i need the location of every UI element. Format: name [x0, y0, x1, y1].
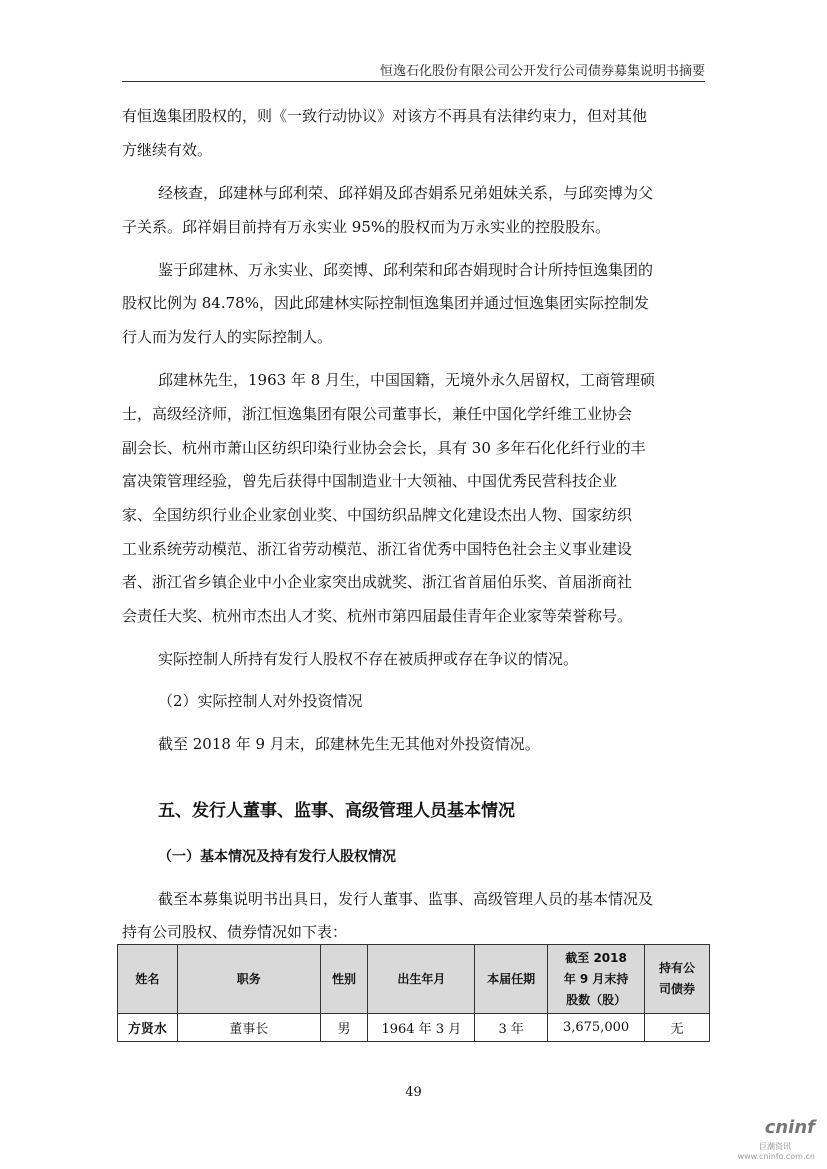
table-header-cell: 截至 2018 年 9 月末持股数（股）	[548, 945, 645, 1014]
intro-line: 持有公司股权、债券情况如下表：	[122, 923, 348, 941]
header-rule	[122, 81, 705, 82]
paragraph-line: 实际控制人所持有发行人股权不存在被质押或存在争议的情况。	[158, 650, 579, 668]
paragraph-line: 副会长、杭州市萧山区纺织印染行业协会会长，具有 30 多年石化化纤行业的丰	[122, 439, 646, 457]
paragraph-line: 家、全国纺织行业企业家创业奖、中国纺织品牌文化建设杰出人物、国家纺织	[122, 506, 633, 524]
table-cell: 方贤水	[118, 1014, 178, 1042]
logo-brand: cninf	[764, 1117, 815, 1138]
table-header-cell: 本届任期	[475, 945, 548, 1014]
paragraph-line: 士，高级经济师，浙江恒逸集团有限公司董事长，兼任中国化学纤维工业协会	[122, 405, 633, 423]
table-header-row	[118, 945, 710, 1014]
paragraph-line: 股权比例为 84.78%，因此邱建林实际控制恒逸集团并通过恒逸集团实际控制发	[122, 294, 649, 312]
paragraph-line: 富决策管理经验，曾先后获得中国制造业十大领袖、中国优秀民营科技企业	[122, 472, 618, 490]
table-cell: 董事长	[177, 1014, 320, 1042]
paragraph-line: 工业系统劳动模范、浙江省劳动模范、浙江省优秀中国特色社会主义事业建设	[122, 540, 633, 558]
logo-url: www.cninfo.com.cn	[737, 1152, 815, 1161]
intro-line: 截至本募集说明书出具日，发行人董事、监事、高级管理人员的基本情况及	[158, 890, 654, 908]
paragraph-line: 子关系。邱祥娟目前持有万永实业 95%的股权而为万永实业的控股股东。	[122, 218, 611, 236]
table-header-cell: 性别	[320, 945, 368, 1014]
subsection-heading: （一）基本情况及持有发行人股权情况	[158, 849, 396, 865]
table-cell: 3 年	[475, 1014, 548, 1042]
table-cell: 无	[645, 1014, 710, 1042]
table-cell: 1964 年 3 月	[368, 1014, 475, 1042]
paragraph-line: 鉴于邱建林、万永实业、邱奕博、邱利荣和邱杏娟现时合计所持恒逸集团的	[158, 261, 654, 279]
document-header: 恒逸石化股份有限公司公开发行公司债券募集说明书摘要	[379, 64, 705, 79]
table-row	[118, 1014, 710, 1042]
paragraph-line: 截至 2018 年 9 月末，邱建林先生无其他对外投资情况。	[158, 735, 540, 753]
paragraph-line: 经核查，邱建林与邱利荣、邱祥娟及邱杏娟系兄弟姐妹关系，与邱奕博为父	[158, 184, 654, 202]
table-header-cell: 出生年月	[368, 945, 475, 1014]
section-heading: 五、发行人董事、监事、高级管理人员基本情况	[158, 801, 515, 821]
paragraph-line: 者、浙江省乡镇企业中小企业家突出成就奖、浙江省首届伯乐奖、首届浙商社	[122, 573, 633, 591]
table-header-cell: 姓名	[118, 945, 178, 1014]
officers-table	[117, 944, 710, 1042]
logo-subtitle: 巨潮资讯	[759, 1142, 791, 1151]
paragraph-line: （2）实际控制人对外投资情况	[158, 692, 363, 710]
paragraph-line: 会责任大奖、杭州市杰出人才奖、杭州市第四届最佳青年企业家等荣誉称号。	[122, 607, 633, 625]
table-cell: 3,675,000	[548, 1014, 645, 1042]
page-number: 49	[405, 1085, 422, 1100]
table-header-cell: 职务	[177, 945, 320, 1014]
cninfo-logo	[731, 1117, 821, 1165]
paragraph-line: 方继续有效。	[122, 141, 213, 159]
table-header-cell: 持有公司债券	[645, 945, 710, 1014]
paragraph-line: 行人而为发行人的实际控制人。	[122, 328, 333, 346]
table-cell: 男	[320, 1014, 368, 1042]
paragraph-line: 邱建林先生，1963 年 8 月生，中国国籍，无境外永久居留权，工商管理硕	[158, 371, 656, 389]
paragraph-line: 有恒逸集团股权的，则《一致行动协议》对该方不再具有法律约束力，但对其他	[122, 107, 648, 125]
